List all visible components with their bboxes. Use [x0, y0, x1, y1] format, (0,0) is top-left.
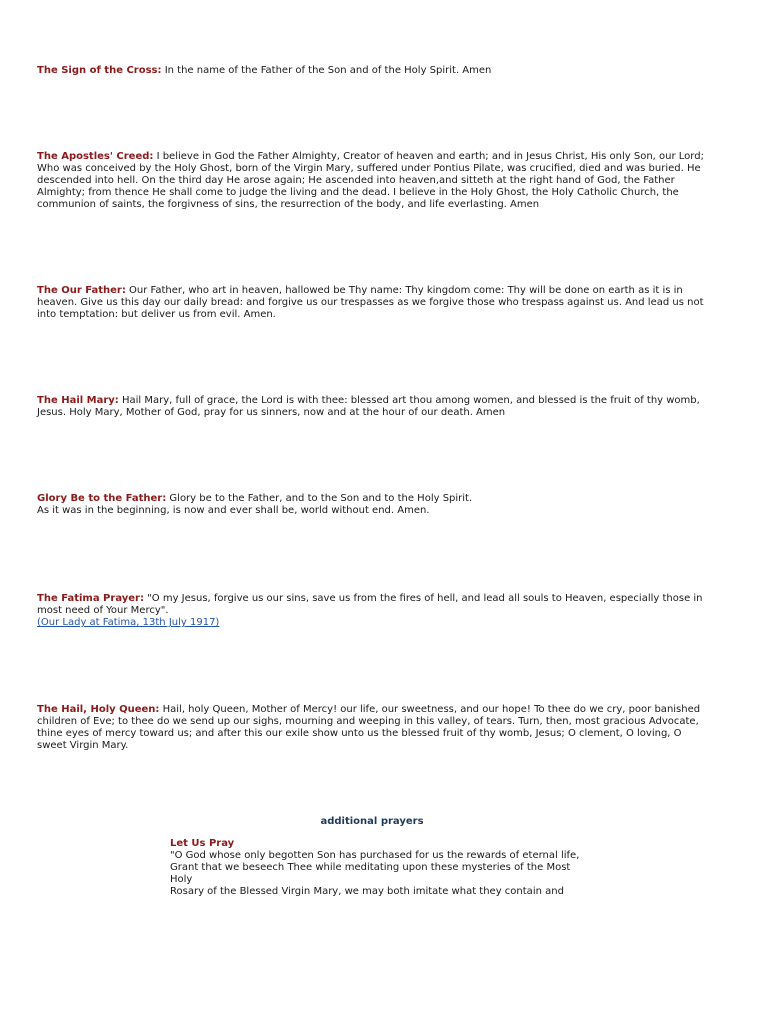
- prayer-fatima: [37, 593, 705, 629]
- let-us-pray-title: Let Us Pray: [170, 838, 235, 849]
- prayer-title: The Hail Mary:: [37, 395, 119, 406]
- prayer-text-continued: As it was in the beginning, is now and ever shall be, world without end. Amen.: [37, 505, 430, 516]
- let-us-pray-section: [170, 838, 590, 898]
- prayer-text: In the name of the Father of the Son and of the Holy Spirit. Amen: [161, 65, 492, 76]
- prayer-our-father: [37, 285, 705, 321]
- prayer-text: Hail, holy Queen, Mother of Mercy! our life, our sweetness, and our hope! To thee do we cry, poor banished children of Eve; to thee do we send up our sighs, mourning and weeping in this valley, of tears. Turn, then, most gracious Advocate, thine eyes of mercy toward us; and after this our exile show unto us the blessed fruit of thy womb, Jesus; O clement, O loving, O sweet Virgin Mary.: [37, 704, 701, 751]
- prayer-text: Our Father, who art in heaven, hallowed be Thy name: Thy kingdom come: Thy will be done on earth as it is in heaven. Give us this day our daily bread: and forgive us our trespasses as we forgive those who trespass against us. And lead us not into temptation: but deliver us from evil. Amen.: [37, 285, 704, 320]
- prayer-title: The Fatima Prayer:: [37, 593, 144, 604]
- additional-prayers-heading: additional prayers: [320, 816, 424, 827]
- let-us-pray-line: "O God whose only begotten Son has purchased for us the rewards of eternal life,: [170, 850, 580, 861]
- let-us-pray-line: Rosary of the Blessed Virgin Mary, we may both imitate what they contain and: [170, 886, 564, 897]
- prayer-apostles-creed: [37, 151, 705, 211]
- prayer-hail-mary: [37, 395, 705, 419]
- prayer-sign-of-the-cross: [37, 65, 705, 77]
- prayer-title: The Our Father:: [37, 285, 126, 296]
- prayer-text: Hail Mary, full of grace, the Lord is with thee: blessed art thou among women, and blessed is the fruit of thy womb, Jesus. Holy Mary, Mother of God, pray for us sinners, now and at the hour of our death. Amen: [37, 395, 700, 418]
- prayer-title: The Sign of the Cross:: [37, 65, 162, 76]
- prayer-text: "O my Jesus, forgive us our sins, save us from the fires of hell, and lead all souls to Heaven, especially those in most need of Your Mercy".: [37, 593, 703, 616]
- prayer-text: I believe in God the Father Almighty, Creator of heaven and earth; and in Jesus Christ, His only Son, our Lord; Who was conceived by the Holy Ghost, born of the Virgin Mary, suffered under Pontius Pilate, was crucified, died and was buried. He descended into hell. On the third day He arose again; He ascended into heaven,and sitteth at the right hand of God, the Father Almighty; from thence He shall come to judge the living and the dead. I believe in the Holy Ghost, the Holy Catholic Church, the communion of saints, the forgivness of sins, the resurrection of the body, and life everlasting. Amen: [37, 151, 704, 210]
- prayer-title: Glory Be to the Father:: [37, 493, 167, 504]
- prayer-text: Glory be to the Father, and to the Son and to the Holy Spirit.: [166, 493, 473, 504]
- prayer-hail-holy-queen: [37, 704, 705, 752]
- prayer-glory-be: [37, 493, 705, 517]
- let-us-pray-line: Grant that we beseech Thee while meditating upon these mysteries of the Most Holy: [170, 862, 571, 885]
- prayer-title: The Hail, Holy Queen:: [37, 704, 160, 715]
- prayer-title: The Apostles' Creed:: [37, 151, 154, 162]
- fatima-source-link[interactable]: (Our Lady at Fatima, 13th July 1917): [37, 617, 220, 628]
